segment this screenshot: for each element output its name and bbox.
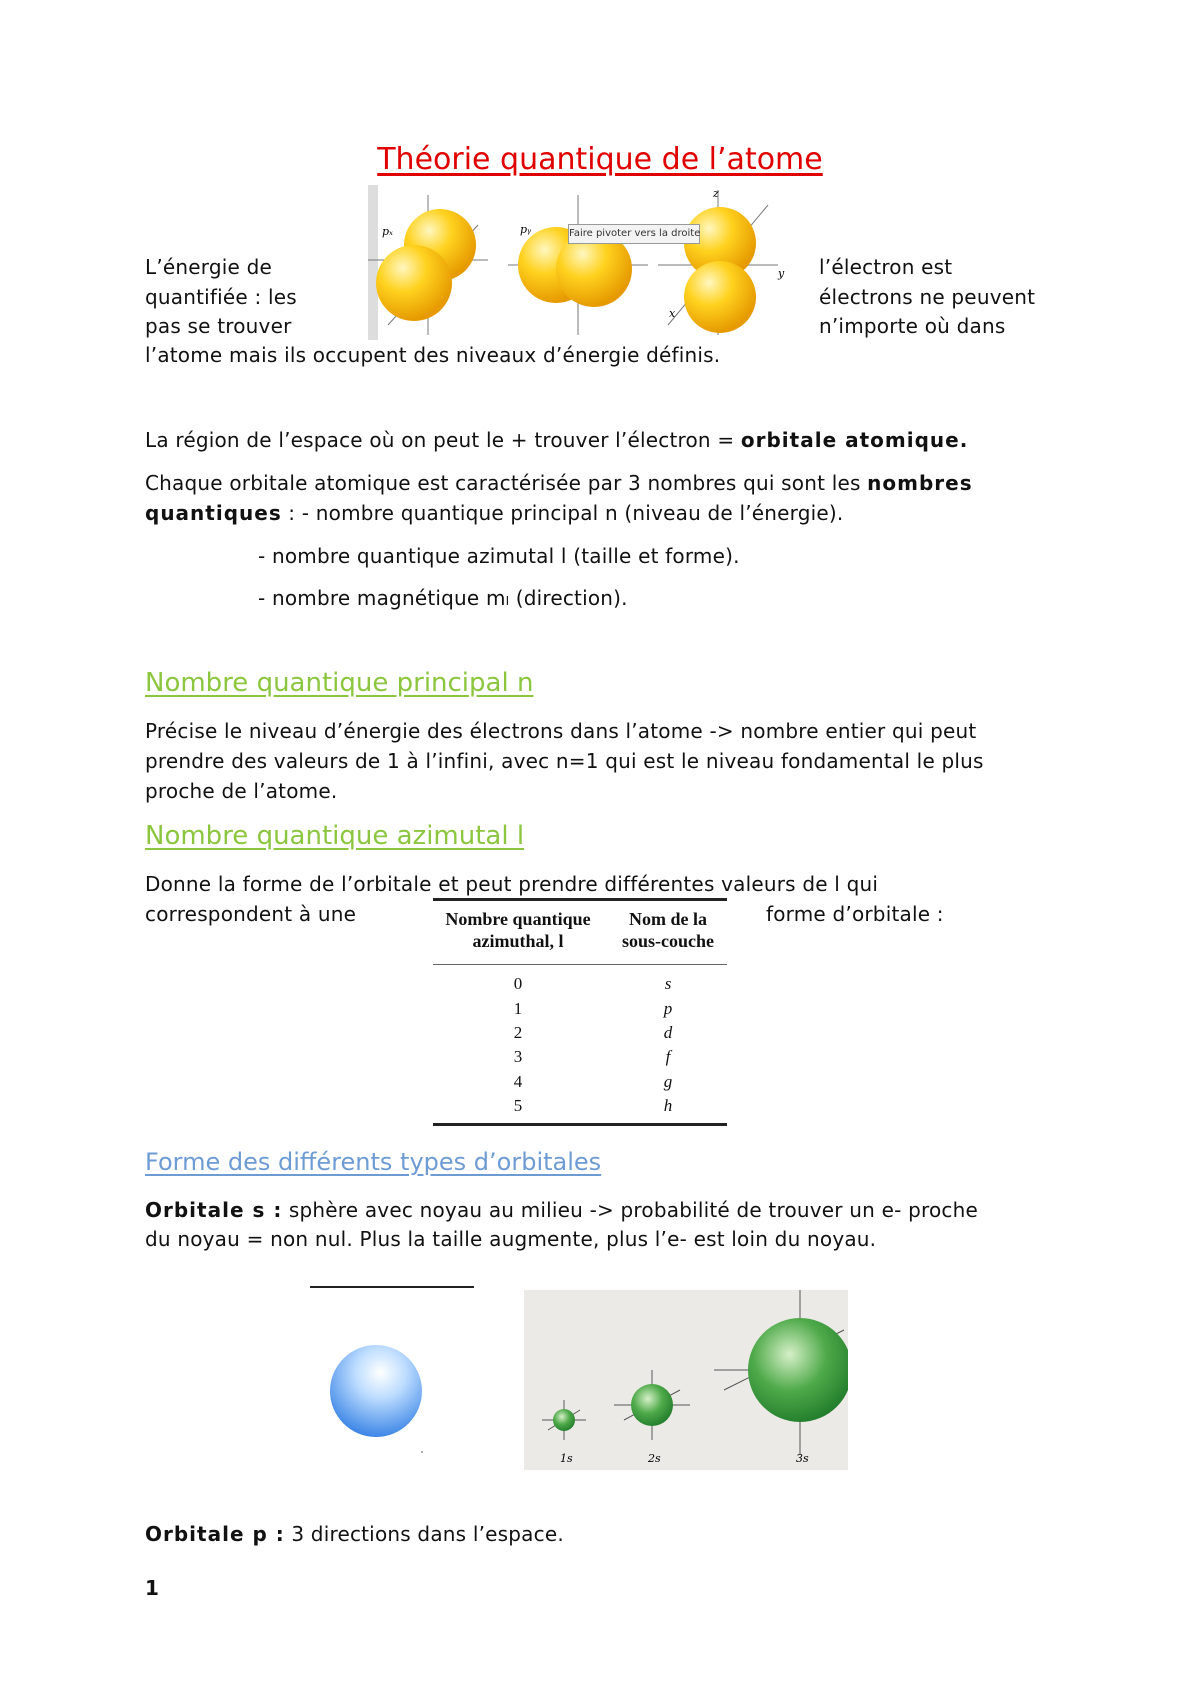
heading-principal-n: Nombre quantique principal n <box>145 668 534 698</box>
intro-right-2: électrons ne peuvent <box>819 285 1036 309</box>
px-orbital <box>368 195 488 335</box>
orbitale-s-line-1 <box>145 1195 978 1225</box>
page-title: Théorie quantique de l’atome <box>377 142 823 177</box>
table-header-1-line-1: Nombre quantique <box>445 909 591 929</box>
table-cell-name-5: h <box>663 1096 673 1115</box>
page-number: 1 <box>145 1576 159 1600</box>
section-l-line-1: Donne la forme de l’orbitale et peut prendre différentes valeurs de l qui <box>145 872 879 896</box>
label-1s: 1s <box>560 1452 573 1465</box>
intro-left-2: quantifiée : les <box>145 285 297 309</box>
orbital-2s <box>614 1370 690 1465</box>
quantiques-line-4: - nombre magnétique mₗ (direction). <box>258 586 628 610</box>
quantiques-line-2 <box>145 498 843 528</box>
figure-edge <box>368 185 378 340</box>
table-header-1-line-2: azimuthal, l <box>472 931 564 951</box>
orbitale-p-bold: Orbitale p : <box>145 1522 285 1546</box>
s-orbital-sizes-figure <box>524 1290 848 1470</box>
section-n-line-1: Précise le niveau d’énergie des électrons dans l’atome -> nombre entier qui peut <box>145 719 977 743</box>
orbitale-s-text: sphère avec noyau au milieu -> probabilité de trouver un e- proche <box>282 1198 978 1222</box>
table-cell-l-0: 0 <box>513 974 523 993</box>
azimutal-table <box>433 898 727 1126</box>
table-header-1 <box>433 908 603 952</box>
table-cell-l-4: 4 <box>513 1072 523 1091</box>
table-header-2-line-2: sous-couche <box>621 931 714 951</box>
table-rule-top <box>433 898 727 901</box>
orbitale-s-bold: Orbitale s : <box>145 1198 283 1222</box>
section-n-line-3: proche de l’atome. <box>145 779 338 803</box>
pz-orbital <box>658 187 785 335</box>
quantiques-line-2-text: : - nombre quantique principal n (niveau de l’énergie). <box>281 501 844 525</box>
orbitale-definition-text: La région de l’espace où on peut le + trouver l’électron = <box>145 428 741 452</box>
p-orbitals-figure <box>368 185 792 340</box>
orbital-1s <box>542 1400 586 1465</box>
heading-azimutal-l: Nombre quantique azimutal l <box>145 821 525 851</box>
p-orbitals-svg <box>368 185 792 340</box>
orbitale-definition-bold: orbitale atomique. <box>740 428 969 452</box>
table-header-2-line-1: Nom de la <box>629 909 707 929</box>
orbitale-p-text: 3 directions dans l’espace. <box>284 1522 564 1546</box>
quantiques-line-3: - nombre quantique azimutal l (taille et forme). <box>258 544 740 568</box>
s-orbital-sphere-svg <box>320 1335 432 1455</box>
s-orbital-sphere <box>320 1335 432 1455</box>
x-label: x <box>669 307 676 320</box>
orbitale-s-line-2: du noyau = non nul. Plus la taille augmente, plus l’e- est loin du noyau. <box>145 1227 877 1251</box>
orbital-3s <box>714 1290 848 1465</box>
px-label: pₓ <box>382 225 393 238</box>
intro-right-1: l’électron est <box>819 255 953 279</box>
label-3s: 3s <box>796 1452 809 1465</box>
s-orbital-sizes-svg <box>524 1290 848 1470</box>
table-cell-name-0: s <box>664 974 672 993</box>
table-rule-mid <box>433 964 727 965</box>
table-cell-name-2: d <box>663 1023 673 1042</box>
table-cell-l-1: 1 <box>513 999 523 1018</box>
quantiques-line-1-text: Chaque orbitale atomique est caractérisée par 3 nombres qui sont les <box>145 471 868 495</box>
table-cell-l-2: 2 <box>513 1023 523 1042</box>
y-label: y <box>778 267 785 280</box>
sphere-rule <box>310 1286 474 1288</box>
z-label: z <box>713 187 719 200</box>
table-cell-l-3: 3 <box>513 1047 523 1066</box>
intro-left-3: pas se trouver <box>145 314 292 338</box>
py-label: pᵧ <box>520 223 532 236</box>
py-orbital <box>508 195 648 335</box>
section-l-line-2-left: correspondent à une <box>145 902 357 926</box>
intro-left-1: L’énergie de <box>145 255 272 279</box>
intro-full-line: l’atome mais ils occupent des niveaux d’énergie définis. <box>145 343 721 367</box>
label-2s: 2s <box>648 1452 661 1465</box>
rotate-tooltip: Faire pivoter vers la droite <box>568 224 700 244</box>
table-cell-name-3: f <box>665 1047 671 1066</box>
intro-right-3: n’importe où dans <box>819 314 1006 338</box>
quantiques-line-1 <box>145 468 973 498</box>
table-header-2 <box>613 908 723 952</box>
quantiques-line-2-bold: quantiques <box>145 501 282 525</box>
table-cell-l-5: 5 <box>513 1096 523 1115</box>
table-rule-bottom <box>433 1123 727 1126</box>
orbitale-definition <box>145 425 968 455</box>
table-cell-name-4: g <box>663 1072 673 1091</box>
table-cell-name-1: p <box>663 999 673 1018</box>
quantiques-line-1-bold: nombres <box>867 471 973 495</box>
orbitale-p-line <box>145 1519 564 1549</box>
section-l-line-2-right: forme d’orbitale : <box>766 902 944 926</box>
heading-forms: Forme des différents types d’orbitales <box>145 1148 602 1176</box>
section-n-line-2: prendre des valeurs de 1 à l’infini, avec n=1 qui est le niveau fondamental le plus <box>145 749 984 773</box>
